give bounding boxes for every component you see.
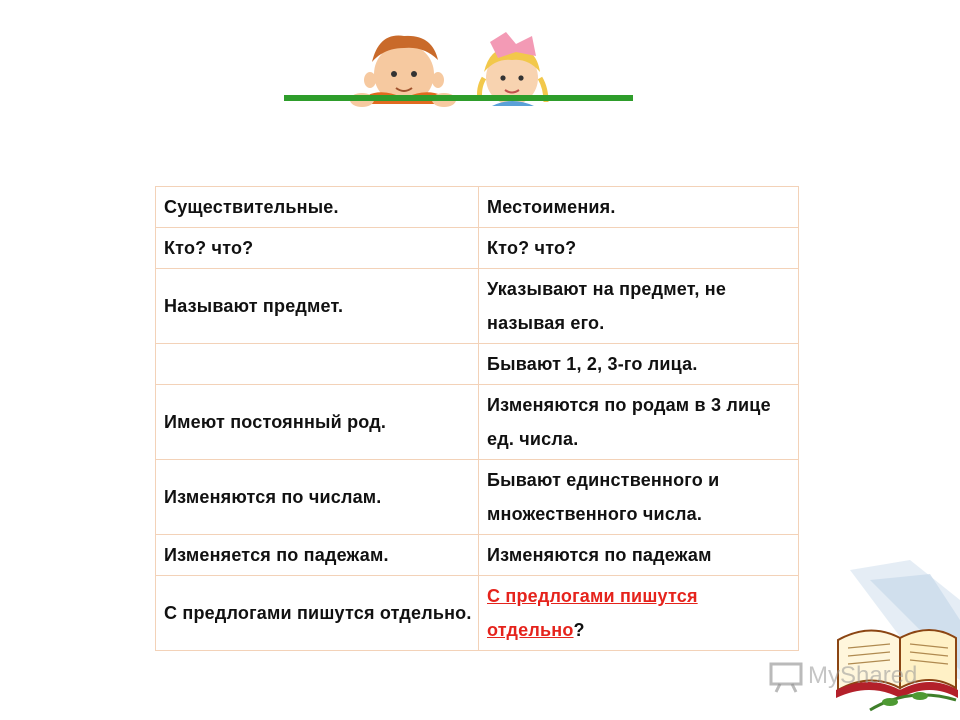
table-row	[156, 576, 799, 651]
table-cell-left: С предлогами пишутся отдельно.	[156, 576, 479, 651]
table-cell-left: Существительные.	[156, 187, 479, 228]
table-cell-right: Бывают единственного и множественного числа.	[479, 460, 799, 535]
green-divider-bar	[284, 95, 633, 101]
table-cell-right	[479, 576, 799, 651]
question-mark: ?	[573, 620, 585, 640]
table-cell-right: Изменяются по родам в 3 лице ед. числа.	[479, 385, 799, 460]
table-row	[156, 228, 799, 269]
table-row	[156, 344, 799, 385]
watermark-text: MyShared	[808, 662, 918, 689]
table-cell-left: Кто? что?	[156, 228, 479, 269]
table-cell-left: Имеют постоянный род.	[156, 385, 479, 460]
table-row	[156, 385, 799, 460]
table-row	[156, 187, 799, 228]
table-cell-left: Изменяются по числам.	[156, 460, 479, 535]
table-cell-right: Бывают 1, 2, 3-го лица.	[479, 344, 799, 385]
table-cell-left	[156, 344, 479, 385]
table-cell-left: Называют предмет.	[156, 269, 479, 344]
presentation-icon	[768, 660, 804, 694]
table-row	[156, 535, 799, 576]
open-book-icon	[760, 560, 960, 720]
prepositions-link[interactable]: С предлогами пишутся отдельно	[487, 586, 698, 640]
table-cell-left: Изменяется по падежам.	[156, 535, 479, 576]
comparison-table	[155, 186, 799, 651]
table-cell-right: Указывают на предмет, не называя его.	[479, 269, 799, 344]
table-cell-right: Местоимения.	[479, 187, 799, 228]
table-row	[156, 460, 799, 535]
table-cell-right: Кто? что?	[479, 228, 799, 269]
table-cell-right: Изменяются по падежам	[479, 535, 799, 576]
table-row	[156, 269, 799, 344]
